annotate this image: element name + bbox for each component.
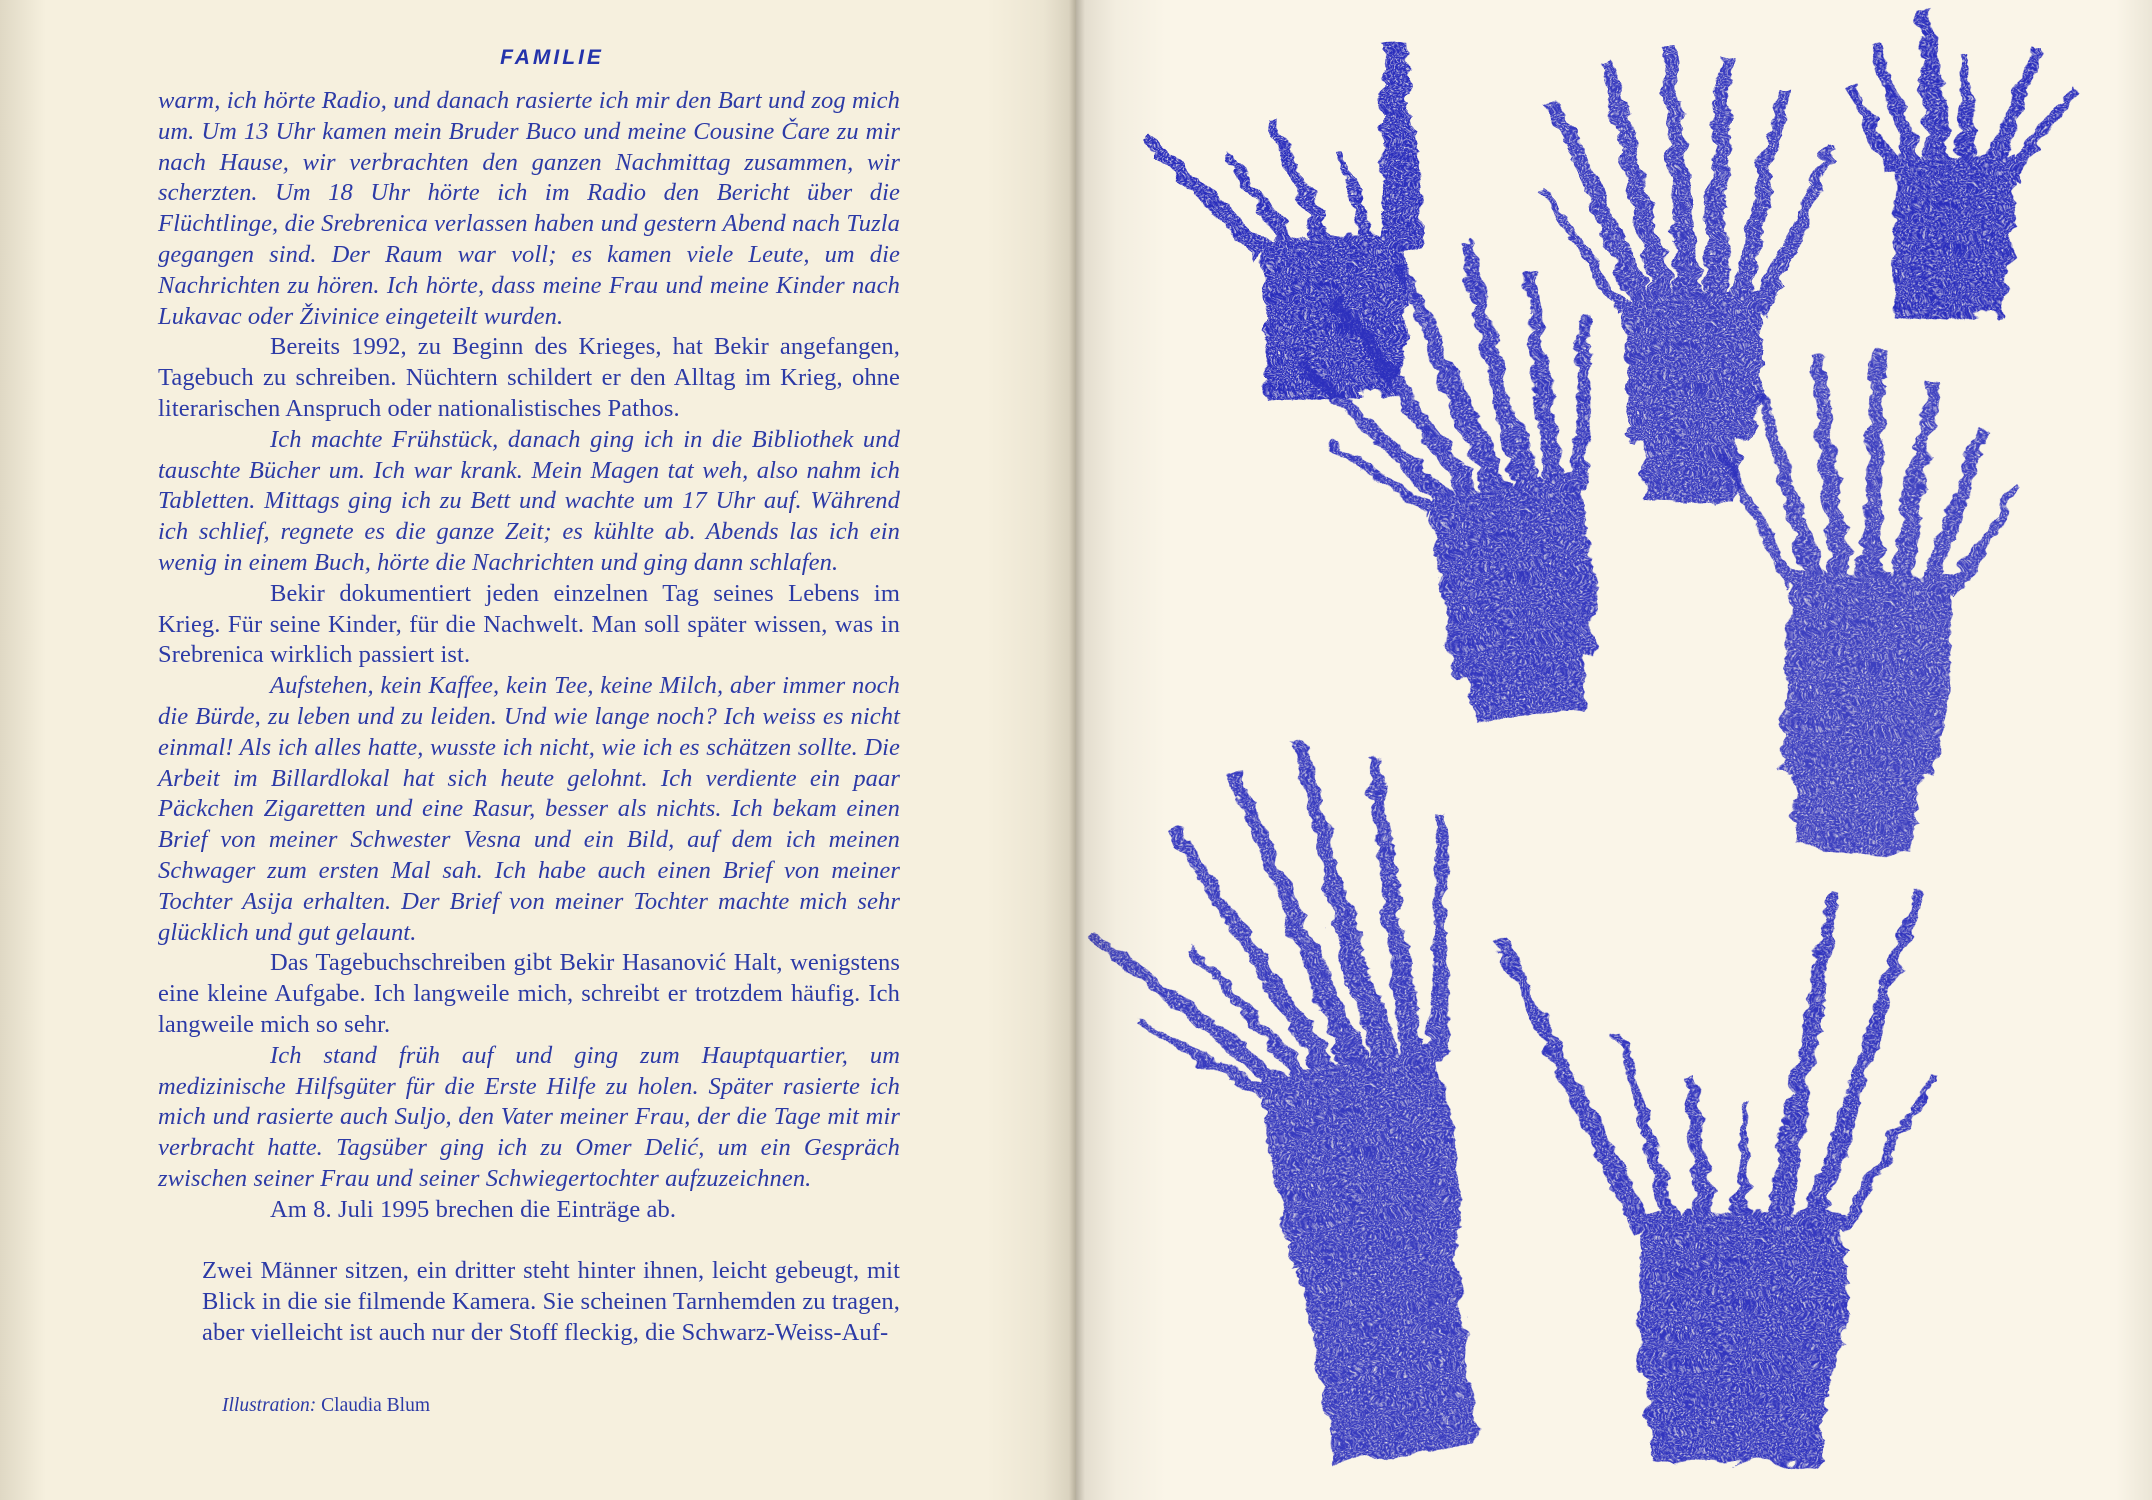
- paragraph: Aufstehen, kein Kaffee, kein Tee, keine Milch, aber immer noch die Bürde, zu leben und zu leiden. Und wie lange noch? Ich weiss es nicht einmal! Als ich alles hatte, wusste ich nicht, wie ich es schätzen sollte. Die Arbeit im Billardlokal hat sich heute gelohnt. Ich verdiente ein paar Päckchen Zigaretten und eine Rasur, besser als nichts. Ich bekam einen Brief von meiner Schwester Vesna und ein Bild, auf dem ich meinen Schwager zum ersten Mal sah. Ich habe auch einen Brief von meiner Tochter Asija erhalten. Der Brief von meiner Tochter machte mich sehr glücklich und gut gelaunt.: [158, 672, 900, 946]
- article-body: [158, 86, 900, 1349]
- paragraph: Zwei Männer sitzen, ein dritter steht hinter ihnen, leicht gebeugt, mit Blick in die sie filmende Kamera. Sie scheinen Tarnhemden zu tragen, aber vielleicht ist auch nur der Stoff fleckig, die Schwarz-Weiss-Auf-: [202, 1257, 900, 1347]
- paragraph: Am 8. Juli 1995 brechen die Einträge ab.: [270, 1195, 677, 1223]
- hand-print-top-right: [1836, 5, 2076, 319]
- paragraph: warm, ich hörte Radio, und danach rasierte ich mir den Bart und zog mich um. Um 13 Uhr kamen mein Bruder Buco und meine Cousine Čare zu mir nach Hause, wir verbrachten den ganzen Nachmittag zusammen, wir scherzten. Um 18 Uhr hörte ich im Radio den Bericht über die Flüchtlinge, die Srebrenica verlassen haben und gestern Abend nach Tuzla gegangen sind. Der Raum war voll; es kamen viele Leute, um die Nachrichten zu hören. Ich hörte, dass meine Frau und meine Kinder nach Lukavac oder Živinice eingeteilt wurden.: [158, 87, 900, 330]
- paragraph: Bereits 1992, zu Beginn des Krieges, hat Bekir angefangen, Tagebuch zu schreiben. Nüchtern schildert er den Alltag im Krieg, ohne literarischen Anspruch oder nationalistisches Pathos.: [158, 333, 900, 422]
- right-page: [1076, 0, 2152, 1500]
- paragraph: Ich machte Frühstück, danach ging ich in die Bibliothek und tauschte Bücher um. Ich war krank. Mein Magen tat weh, also nahm ich Tabletten. Mittags ging ich zu Bett und wachte um 17 Uhr auf. Während ich schlief, regnete es die ganze Zeit; es kühlte ab. Abends las ich ein wenig in einem Buch, hörte die Nachrichten und ging dann schlafen.: [158, 425, 900, 576]
- paragraph: Bekir dokumentiert jeden einzelnen Tag seines Lebens im Krieg. Für seine Kinder, für die Nachwelt. Man soll später wissen, was in Srebrenica wirklich passiert ist.: [158, 579, 900, 669]
- section-header: FAMILIE: [500, 46, 604, 69]
- hand-print-top-left: [1138, 38, 1421, 395]
- paragraph: Das Tagebuchschreiben gibt Bekir Hasanović Halt, wenigstens eine kleine Aufgabe. Ich langweile mich, schreibt er trotzdem häufig. Ich langweile mich so sehr.: [158, 949, 900, 1038]
- paragraph: Ich stand früh auf und ging zum Hauptquartier, um medizinische Hilfsgüter für die Erste Hilfe zu holen. Später rasierte ich mich und rasierte auch Suljo, den Vater meiner Frau, der die Tage mit mir verbracht hatte. Tagsüber ging ich zu Omer Delić, um ein Gespräch zwischen seiner Frau und seiner Schwiegertochter aufzuzeichnen.: [158, 1041, 900, 1192]
- text-column: [158, 46, 900, 1417]
- hand-print-bottom-left: [1076, 718, 1540, 1491]
- caption-author: Claudia Blum: [321, 1394, 431, 1416]
- hand-print-bottom-right: [1482, 876, 1935, 1464]
- caption-label: Illustration:: [222, 1394, 317, 1416]
- illustration-caption: [222, 1395, 900, 1417]
- hands-illustration: [1076, 0, 2152, 1500]
